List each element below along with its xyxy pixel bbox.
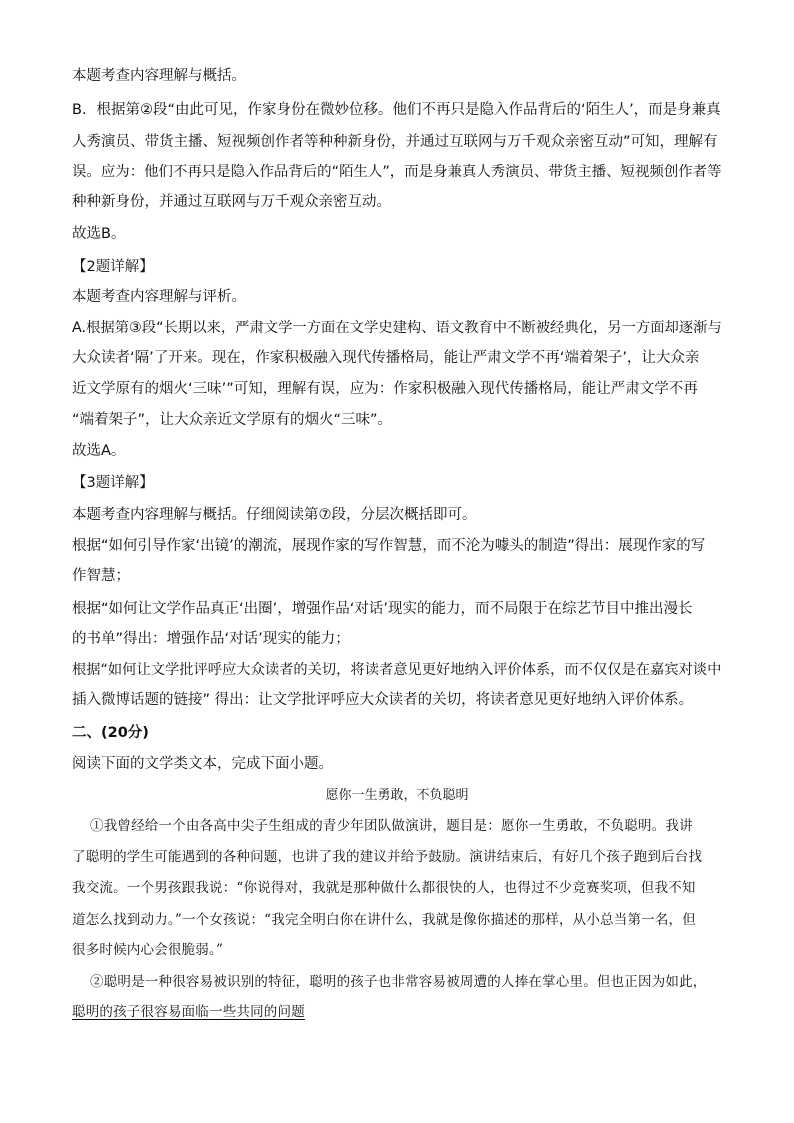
answer-line: 近文学原有的烟火‘三味’”可知，理解有误，应为：作家积极融入现代传播格局，能让严肃文学不再 xyxy=(72,381,698,397)
answer-line: 插入微博话题的链接” 得出：让文学批评呼应大众读者的关切，将读者意见更好地纳入评价体系。 xyxy=(72,692,694,708)
instruction-line: 阅读下面的文学类文本，完成下面小题。 xyxy=(72,756,333,772)
answer-line: 本题考查内容理解与评析。 xyxy=(72,289,246,305)
passage-line: ②聪明是一种很容易被识别的特征，聪明的孩子也非常容易被周遭的人捧在掌心里。但也正因为如此， xyxy=(90,974,707,990)
answer-line: 本题考查内容理解与概括。仔细阅读第⑦段，分层次概括即可。 xyxy=(72,507,477,523)
answer-line: A.根据第③段“长期以来，严肃文学一方面在文学史建构、语文教育中不断被经典化，另一方面却逐渐与 xyxy=(72,320,722,336)
answer-line: “端着架子”，让大众亲近文学原有的烟火“三味”。 xyxy=(72,412,393,428)
answer-line: 人秀演员、带货主播、短视频创作者等种种新身份，并通过互联网与万千观众亲密互动”可知，理解有 xyxy=(72,134,718,150)
answer-line: 本题考查内容理解与概括。 xyxy=(72,68,246,84)
passage-line: 道怎么找到动力。”一个女孩说：“我完全明白你在讲什么，我就是像你描述的那样，从小总当第一名，但 xyxy=(72,912,696,928)
answer-line: 故选A。 xyxy=(72,443,126,459)
section-heading: 【3题详解】 xyxy=(72,475,154,491)
passage-line: 了聪明的学生可能遇到的各种问题，也讲了我的建议并给予鼓励。演讲结束后，有好几个孩子跑到后台找 xyxy=(72,849,703,865)
passage-line: ①我曾经给一个由各高中尖子生组成的青少年团队做演讲，题目是：愿你一生勇敢，不负聪明。我讲 xyxy=(90,818,693,834)
answer-line: 根据“如何引导作家‘出镜’的潮流，展现作家的写作智慧，而不沦为噱头的制造”得出：展现作家的写 xyxy=(72,538,706,554)
answer-line: 根据“如何让文学批评呼应大众读者的关切，将读者意见更好地纳入评价体系，而不仅仅是在嘉宾对谈中 xyxy=(72,662,722,678)
passage-title: 愿你一生勇敢，不负聪明 xyxy=(325,788,469,803)
answer-line: 根据“如何让文学作品真正‘出圈’，增强作品‘对话’现实的能力，而不局限于在综艺节目中推出漫长 xyxy=(72,601,693,617)
answer-line: 故选B。 xyxy=(72,226,126,242)
answer-line: 作智慧； xyxy=(72,568,130,584)
passage-line: 很多时候内心会很脆弱。” xyxy=(72,942,224,958)
section-heading: 【2题详解】 xyxy=(72,259,154,275)
passage-line-underlined: 聪明的孩子很容易面临一些共同的问题 xyxy=(72,1004,305,1020)
answer-line: 的书单”得出：增强作品‘对话’现实的能力； xyxy=(72,631,350,647)
answer-line: 误。应为：他们不再只是隐入作品背后的“陌生人”，而是身兼真人秀演员、带货主播、短视频创作者等 xyxy=(72,164,722,180)
answer-line: 大众读者‘隔’了开来。现在，作家积极融入现代传播格局，能让严肃文学不再‘端着架子’，让大众亲 xyxy=(72,350,700,366)
passage-line: 我交流。一个男孩跟我说：“你说得对，我就是那种做什么都很快的人，也得过不少竞赛奖项，但我不知 xyxy=(72,880,696,896)
answer-line: B．根据第②段“由此可见，作家身份在微妙位移。他们不再只是隐入作品背后的‘陌生人’，而是身兼真 xyxy=(72,102,721,118)
answer-line: 种种新身份，并通过互联网与万千观众亲密互动。 xyxy=(72,194,391,210)
section-number: 二、(20分) xyxy=(72,725,149,741)
